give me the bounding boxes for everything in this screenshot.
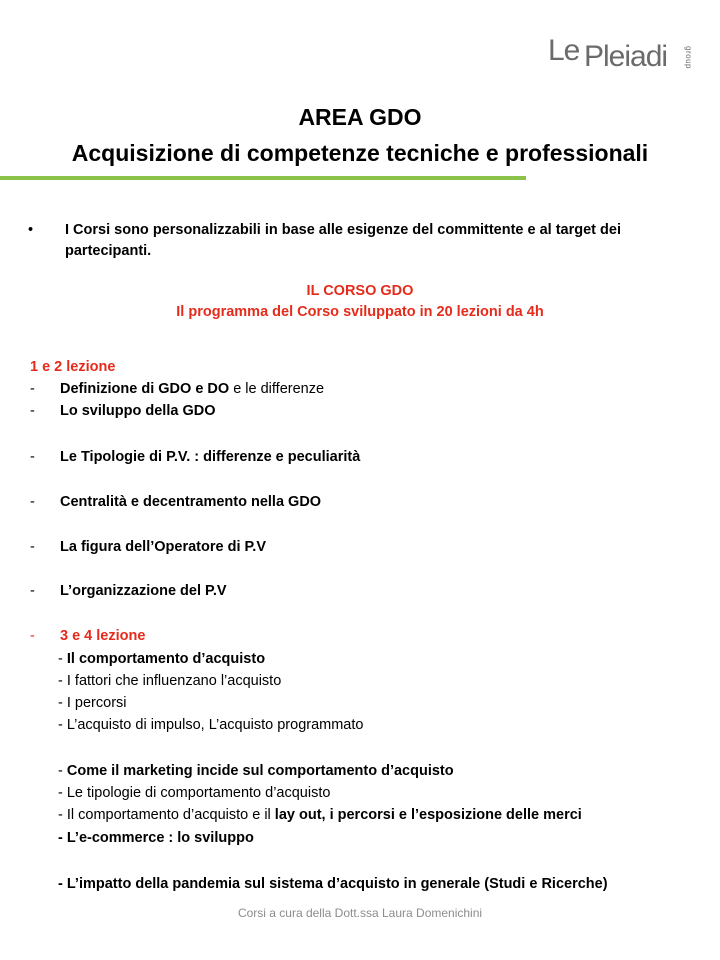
group-2-title: - Come il marketing incide sul comportamento d’acquisto (58, 763, 454, 779)
intro-text: I Corsi sono personalizzabili in base alle esigenze del committente e al target dei partecipanti. (65, 222, 621, 259)
group-2-title-text: Come il marketing incide sul comportamento d’acquisto (66, 763, 454, 779)
course-heading: IL CORSO GDO (306, 283, 414, 299)
group-1-title-text: Il comportamento d’acquisto (66, 651, 266, 667)
group-2-item-plain: Il comportamento d’acquisto e il (66, 807, 275, 823)
page-subtitle: Acquisizione di competenze tecniche e professionali (71, 140, 649, 166)
item-bold: Lo sviluppo della GDO (60, 403, 216, 419)
group-2-item-bold: lay out, i percorsi e l’esposizione delle merci (274, 807, 582, 823)
title-underline (0, 176, 526, 180)
pandemic-text: L’impatto della pandemia sul sistema d’acquisto in generale (Studi e Ricerche) (66, 876, 608, 892)
item-bold: Centralità e decentramento nella GDO (60, 494, 322, 510)
lesson-3-heading: 3 e 4 lezione (60, 628, 146, 644)
item-bold: La figura dell’Operatore di P.V (60, 539, 267, 555)
logo-le: Le (548, 34, 580, 67)
dash-marker: - (30, 583, 35, 599)
footer-credit: Corsi a cura della Dott.ssa Laura Domenichini (237, 906, 483, 920)
group-1-item-text: I fattori che influenzano l’acquisto (66, 673, 282, 689)
group-1-item: - L’acquisto di impulso, L’acquisto programmato (58, 717, 364, 733)
group-1-item-text: I percorsi (66, 695, 127, 711)
lesson-1-heading: 1 e 2 lezione (30, 359, 116, 375)
page-title: AREA GDO (298, 104, 422, 130)
item-bold: Definizione di GDO e DO (60, 381, 230, 397)
group-2-item-text: Le tipologie di comportamento d’acquisto (66, 785, 331, 801)
logo-group: group (684, 46, 693, 69)
group-2-item: - Il comportamento d’acquisto e il lay out, i percorsi e l’esposizione delle merci (58, 807, 582, 823)
group-1-item: - I fattori che influenzano l’acquisto (58, 673, 282, 689)
intro-bullet (28, 220, 698, 262)
group-1-title: - Il comportamento d’acquisto (58, 651, 266, 667)
item-bold: Le Tipologie di P.V. : differenze e peculiarità (60, 449, 361, 465)
dash-marker: - (30, 449, 35, 465)
dash-marker: - (30, 381, 35, 397)
logo-pleiadi: Pleiadi (584, 40, 668, 73)
group-1-item: - I percorsi (58, 695, 127, 711)
course-heading-block (0, 281, 720, 323)
pandemic-item: - L’impatto della pandemia sul sistema d’acquisto in generale (Studi e Ricerche) (58, 876, 608, 892)
course-subheading: Il programma del Corso sviluppato in 20 lezioni da 4h (176, 304, 544, 320)
item-rest: e le differenze (229, 381, 325, 397)
le-pleiadi-logo (546, 34, 706, 78)
item-bold: L’organizzazione del P.V (60, 583, 227, 599)
group-1-item-text: L’acquisto di impulso, L’acquisto programmato (66, 717, 364, 733)
dash-marker: - (30, 628, 35, 644)
ecommerce-item: - L’e-commerce : lo sviluppo (58, 830, 254, 846)
dash-marker: - (30, 539, 35, 555)
bullet-marker: • (28, 222, 34, 238)
ecommerce-text: L’e-commerce : lo sviluppo (66, 830, 254, 846)
dash-marker: - (30, 403, 35, 419)
group-2-item: - Le tipologie di comportamento d’acquisto (58, 785, 331, 801)
dash-marker: - (30, 494, 35, 510)
